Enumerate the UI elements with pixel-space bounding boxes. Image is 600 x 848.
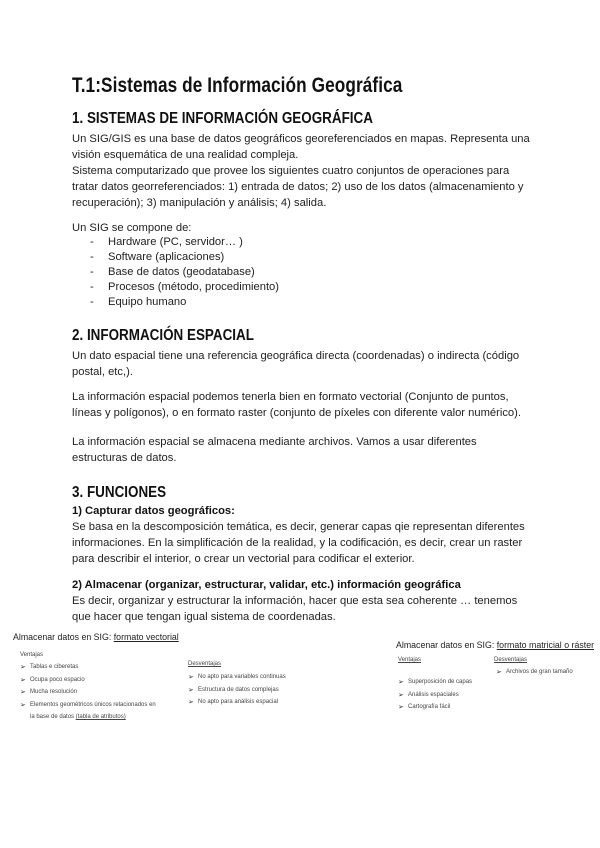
- raster-disadvantages-label: Desventajas: [494, 657, 528, 663]
- arrow-bullet-icon: ➢: [20, 664, 26, 671]
- section-1-paragraph-1: Un SIG/GIS es una base de datos geográficos georeferenciados en mapas. Representa una visión esquemática de una realidad compleja.: [72, 133, 530, 161]
- section-3-subheading-2: 2) Almacenar (organizar, estructurar, validar, etc.) información geográfica: [72, 579, 461, 591]
- raster-format-label: formato matricial o ráster: [496, 640, 595, 650]
- section-3-paragraph-2: Es decir, organizar y estructurar la información, hacer que esta sea coherente … tenemos que hacer que tengan igual sistema de coordenadas.: [72, 595, 518, 623]
- section-2-paragraph-2: La información espacial podemos tenerla bien en formato vectorial (Conjunto de puntos, líneas y polígonos), o en formato raster (conjunto de píxeles con diferente valor numérico).: [72, 391, 521, 419]
- section-1-heading: 1. SISTEMAS DE INFORMACIÓN GEOGRÁFICA: [72, 110, 373, 127]
- vector-advantages-label: Ventajas: [20, 652, 44, 658]
- section-3-subheading-1: 1) Capturar datos geográficos:: [72, 505, 235, 517]
- raster-advantages-list: [398, 679, 472, 717]
- raster-disadvantages-list: [496, 669, 573, 682]
- list-item: ➢ Elementos geométricos únicos relacionados en: [20, 701, 156, 709]
- list-item: - Hardware (PC, servidor… ): [72, 235, 279, 250]
- vector-advantages-list: [20, 664, 156, 714]
- list-item: ➢ Cartografía fácil: [398, 704, 451, 711]
- arrow-bullet-icon: ➢: [188, 686, 194, 694]
- list-item: ➢ Estructura de datos complejas: [188, 686, 279, 694]
- list-item: ➢ Ocupa poco espacio: [20, 676, 85, 684]
- arrow-bullet-icon: ➢: [398, 679, 404, 686]
- section-2-paragraph-1: Un dato espacial tiene una referencia geográfica directa (coordenadas) o indirecta (código postal, etc,).: [72, 350, 520, 378]
- arrow-bullet-icon: ➢: [188, 674, 194, 681]
- section-2-paragraph-3: La información espacial se almacena mediante archivos. Vamos a usar diferentes estructuras de datos.: [72, 436, 477, 464]
- raster-advantages-label: Ventajas: [398, 657, 422, 663]
- list-item: - Software (aplicaciones): [72, 250, 279, 265]
- arrow-bullet-icon: ➢: [496, 669, 502, 676]
- section-1-paragraph-2: Sistema computarizado que provee los siguientes cuatro conjuntos de operaciones para tratar datos georreferenciados: 1) entrada de datos; 2) uso de los datos (almacenamiento y recuperación); 3) manipulación y análisis; 4) salida.: [72, 165, 524, 209]
- document-title: T.1:Sistemas de Información Geográfica: [72, 74, 403, 97]
- vector-advantages-continuation: la base de datos (tabla de atributos): [30, 714, 126, 720]
- list-item: ➢ Análisis espaciales: [398, 691, 459, 699]
- list-item: - Procesos (método, procedimiento): [72, 280, 279, 295]
- arrow-bullet-icon: ➢: [398, 691, 404, 699]
- arrow-bullet-icon: ➢: [20, 676, 26, 684]
- section-3-heading: 3. FUNCIONES: [72, 484, 167, 501]
- vector-disadvantages-list: [188, 674, 286, 712]
- list-item: ➢ Tablas e ciberetas: [20, 664, 79, 671]
- components-list: [72, 235, 279, 310]
- list-item: ➢ Superposición de capas: [398, 679, 473, 686]
- list-item: - Equipo humano: [72, 295, 279, 310]
- arrow-bullet-icon: ➢: [20, 701, 26, 709]
- section-3-paragraph-1: Se basa en la descomposición temática, es decir, generar capas qie representan diferentes informaciones. En la simplificación de la realidad, y la codificación, es decir, crear un raster para describir el interior, o crear un vectorial para codificar el exterior.: [72, 521, 525, 565]
- section-1-paragraph-3: Un SIG se compone de:: [72, 222, 192, 234]
- list-item: - Base de datos (geodatabase): [72, 265, 279, 280]
- list-item: ➢ Mucha resolución: [20, 689, 78, 696]
- vector-figure-title: Almacenar datos en SIG: formato vectorial: [13, 632, 179, 642]
- arrow-bullet-icon: ➢: [398, 704, 404, 711]
- vector-format-label: formato vectorial: [113, 632, 179, 642]
- arrow-bullet-icon: ➢: [188, 699, 194, 706]
- raster-figure-title: Almacenar datos en SIG: formato matricial o ráster: [396, 640, 595, 650]
- list-item: ➢ Archivos de gran tamaño: [496, 669, 573, 676]
- vector-disadvantages-label: Desventajas: [188, 661, 222, 667]
- arrow-bullet-icon: ➢: [20, 689, 26, 696]
- list-item: ➢ No apto para variables continuas: [188, 674, 286, 681]
- list-item: ➢ No apto para análisis espacial: [188, 699, 279, 706]
- section-2-heading: 2. INFORMACIÓN ESPACIAL: [72, 327, 254, 344]
